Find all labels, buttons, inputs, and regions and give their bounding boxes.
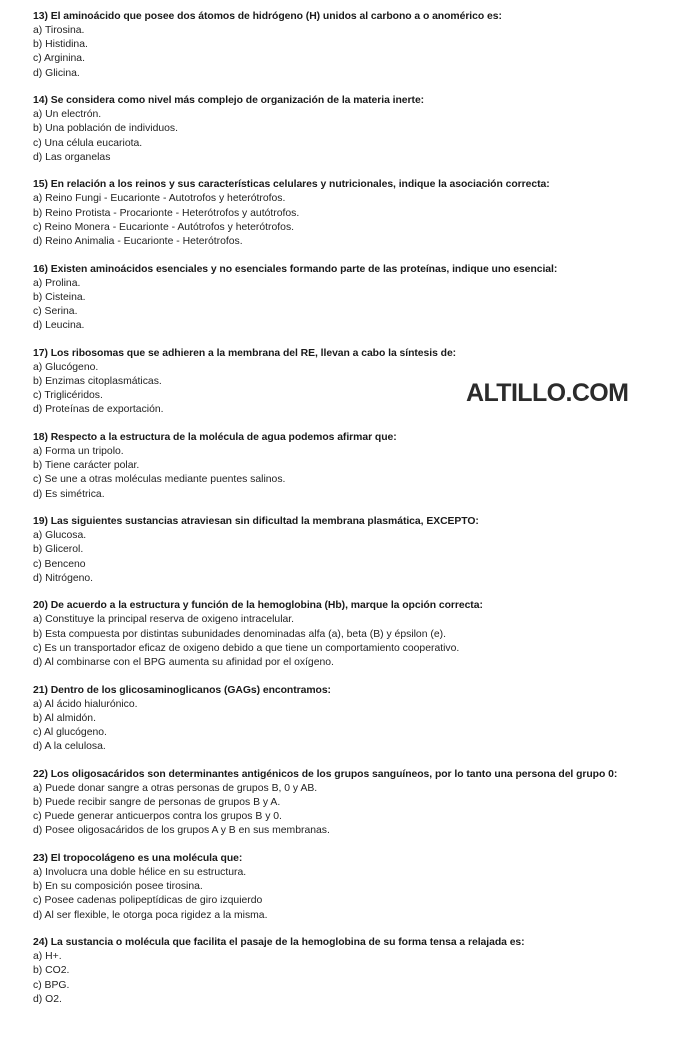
- question-18: [33, 431, 700, 502]
- option-a: a) Reino Fungi - Eucarionte - Autotrofos y heterótrofos.: [33, 193, 286, 205]
- option-a: a) Forma un tripolo.: [33, 446, 124, 458]
- question-20: [33, 599, 700, 670]
- option-d: d) Las organelas: [33, 151, 111, 163]
- option-b: b) CO2.: [33, 965, 70, 977]
- question-stem: 14) Se considera como nivel más complejo de organización de la materia inerte:: [33, 95, 425, 107]
- option-b: b) En su composición posee tirosina.: [33, 881, 203, 893]
- option-b: b) Puede recibir sangre de personas de grupos B y A.: [33, 797, 281, 809]
- option-d: d) Reino Animalia - Eucarionte - Heterótrofos.: [33, 236, 243, 248]
- option-b: b) Esta compuesta por distintas subunidades denominadas alfa (a), beta (B) y épsilon (e).: [33, 628, 446, 640]
- option-c: c) Posee cadenas polipeptídicas de giro izquierdo: [33, 895, 263, 907]
- question-stem: 19) Las siguientes sustancias atraviesan sin dificultad la membrana plasmática, EXCEPTO:: [33, 516, 479, 528]
- question-16: [33, 263, 700, 334]
- question-14: [33, 94, 700, 165]
- option-b: b) Enzimas citoplasmáticas.: [33, 376, 162, 388]
- question-list: [33, 10, 700, 1020]
- option-list: [33, 529, 700, 586]
- option-a: a) H+.: [33, 951, 62, 963]
- option-b: b) Histidina.: [33, 39, 88, 51]
- question-stem: 15) En relación a los reinos y sus características celulares y nutricionales, indique la asociación correcta:: [33, 179, 550, 191]
- option-c: c) Se une a otras moléculas mediante puentes salinos.: [33, 474, 286, 486]
- option-a: a) Un electrón.: [33, 109, 102, 121]
- option-b: b) Cisteina.: [33, 291, 86, 303]
- option-d: d) Al ser flexible, le otorga poca rigidez a la misma.: [33, 909, 268, 921]
- option-list: [33, 782, 700, 839]
- question-stem: 22) Los oligosacáridos son determinantes antigénicos de los grupos sanguíneos, por lo tanto una persona del grupo 0:: [33, 768, 618, 780]
- option-b: b) Glicerol.: [33, 544, 84, 556]
- question-stem: 24) La sustancia o molécula que facilita el pasaje de la hemoglobina de su forma tensa a relajada es:: [33, 937, 525, 949]
- question-stem: 23) El tropocolágeno es una molécula que:: [33, 853, 243, 865]
- question-23: [33, 852, 700, 923]
- option-list: [33, 192, 700, 249]
- option-c: c) Es un transportador eficaz de oxigeno debido a que tiene un comportamiento cooperativo.: [33, 642, 460, 654]
- option-d: d) Al combinarse con el BPG aumenta su afinidad por el oxígeno.: [33, 657, 334, 669]
- question-22: [33, 768, 700, 839]
- question-15: [33, 178, 700, 249]
- option-a: a) Glucógeno.: [33, 361, 99, 373]
- option-c: c) Una célula eucariota.: [33, 137, 143, 149]
- option-a: a) Involucra una doble hélice en su estructura.: [33, 867, 247, 879]
- option-list: [33, 866, 700, 923]
- option-c: c) Serina.: [33, 306, 78, 318]
- option-b: b) Una población de individuos.: [33, 123, 178, 135]
- option-b: b) Reino Protista - Procarionte - Heterótrofos y autótrofos.: [33, 207, 300, 219]
- question-24: [33, 936, 700, 1007]
- option-d: d) Posee oligosacáridos de los grupos A y B en sus membranas.: [33, 825, 330, 837]
- question-stem: 17) Los ribosomas que se adhieren a la membrana del RE, llevan a cabo la síntesis de:: [33, 347, 457, 359]
- option-c: c) Reino Monera - Eucarionte - Autótrofos y heterótrofos.: [33, 221, 295, 233]
- option-list: [33, 277, 700, 334]
- option-a: a) Tirosina.: [33, 25, 85, 36]
- option-list: [33, 24, 700, 81]
- option-d: d) Glicina.: [33, 67, 80, 79]
- option-list: [33, 950, 700, 1007]
- option-c: c) Al glucógeno.: [33, 727, 107, 739]
- option-list: [33, 698, 700, 755]
- question-stem: 21) Dentro de los glicosaminoglicanos (GAGs) encontramos:: [33, 684, 331, 696]
- option-list: [33, 108, 700, 165]
- question-stem: 13) El aminoácido que posee dos átomos de hidrógeno (H) unidos al carbono a o anomérico es:: [33, 11, 502, 22]
- option-a: a) Constituye la principal reserva de oxigeno intracelular.: [33, 614, 295, 626]
- question-stem: 20) De acuerdo a la estructura y función de la hemoglobina (Hb), marque la opción correcta:: [33, 600, 483, 612]
- question-stem: 18) Respecto a la estructura de la molécula de agua podemos afirmar que:: [33, 432, 397, 444]
- option-c: c) Arginina.: [33, 53, 85, 65]
- option-a: a) Prolina.: [33, 277, 81, 289]
- option-list: [33, 445, 700, 502]
- altillo-watermark: ALTILLO.COM: [466, 379, 629, 407]
- option-a: a) Al ácido hialurónico.: [33, 698, 138, 710]
- option-a: a) Glucosa.: [33, 530, 87, 542]
- question-19: [33, 515, 700, 586]
- question-21: [33, 684, 700, 755]
- option-c: c) Benceno: [33, 558, 86, 570]
- option-c: c) BPG.: [33, 979, 70, 991]
- option-d: d) Leucina.: [33, 320, 85, 332]
- question-13: [33, 10, 700, 81]
- option-a: a) Puede donar sangre a otras personas de grupos B, 0 y AB.: [33, 782, 318, 794]
- option-d: d) A la celulosa.: [33, 741, 106, 753]
- question-stem: 16) Existen aminoácidos esenciales y no esenciales formando parte de las proteínas, indique uno esencial:: [33, 263, 558, 275]
- option-c: c) Triglicéridos.: [33, 390, 103, 402]
- option-list: [33, 613, 700, 670]
- option-d: d) O2.: [33, 993, 62, 1005]
- option-c: c) Puede generar anticuerpos contra los grupos B y 0.: [33, 811, 282, 823]
- option-d: d) Proteínas de exportación.: [33, 404, 164, 416]
- option-d: d) Nitrógeno.: [33, 572, 94, 584]
- option-b: b) Tiene carácter polar.: [33, 460, 140, 472]
- option-b: b) Al almidón.: [33, 712, 96, 724]
- option-d: d) Es simétrica.: [33, 488, 105, 500]
